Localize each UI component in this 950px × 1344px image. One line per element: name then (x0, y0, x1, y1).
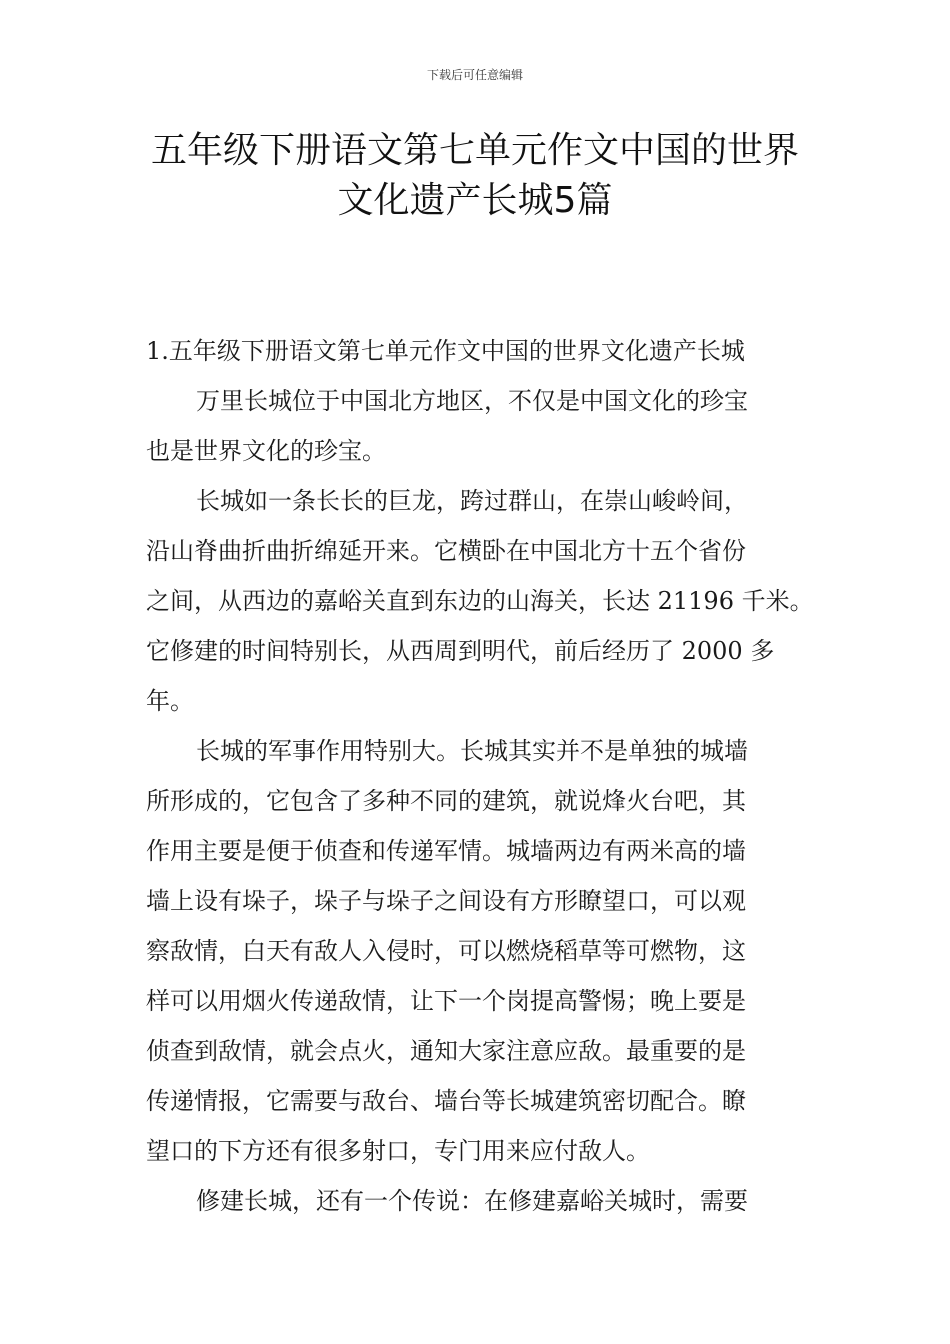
paragraph-line: 望口的下方还有很多射口，专门用来应付敌人。 (146, 1137, 650, 1165)
paragraph-line: 所形成的，它包含了多种不同的建筑，就说烽火台吧，其 (146, 787, 746, 815)
title-line-1: 五年级下册语文第七单元作文中国的世界 (150, 130, 799, 171)
paragraph-line: 也是世界文化的珍宝。 (146, 437, 386, 465)
section-heading: 1.五年级下册语文第七单元作文中国的世界文化遗产长城 (146, 337, 745, 365)
paragraph-3 (146, 726, 814, 1176)
paragraph-line: 年。 (146, 687, 194, 715)
paragraph-2 (146, 476, 814, 726)
paragraph-line: 沿山脊曲折曲折绵延开来。它横卧在中国北方十五个省份 (146, 537, 746, 565)
title-line-2: 文化遗产长城5篇 (337, 180, 613, 221)
paragraph-line: 修建长城，还有一个传说：在修建嘉峪关城时，需要 (196, 1187, 748, 1215)
document-body (146, 326, 814, 1226)
paragraph-1 (146, 376, 814, 476)
header-note: 下载后可任意编辑 (426, 68, 523, 82)
paragraph-line: 作用主要是便于侦查和传递军情。城墙两边有两米高的墙 (146, 837, 746, 865)
paragraph-line: 察敌情，白天有敌人入侵时，可以燃烧稻草等可燃物，这 (146, 937, 746, 965)
paragraph-line: 传递情报，它需要与敌台、墙台等长城建筑密切配合。瞭 (146, 1087, 746, 1115)
document-title (0, 126, 950, 226)
paragraph-line: 长城如一条长长的巨龙，跨过群山，在崇山峻岭间， (196, 487, 748, 515)
paragraph-line: 墙上设有垛子，垛子与垛子之间设有方形瞭望口，可以观 (146, 887, 746, 915)
paragraph-line: 侦查到敌情，就会点火，通知大家注意应敌。最重要的是 (146, 1037, 746, 1065)
paragraph-line: 样可以用烟火传递敌情，让下一个岗提高警惕；晚上要是 (146, 987, 746, 1015)
paragraph-line: 万里长城位于中国北方地区，不仅是中国文化的珍宝 (196, 387, 748, 415)
paragraph-line: 长城的军事作用特别大。长城其实并不是单独的城墙 (196, 737, 748, 765)
paragraph-4 (146, 1176, 814, 1226)
paragraph-line: 之间，从西边的嘉峪关直到东边的山海关，长达 21196 千米。 (146, 587, 814, 615)
paragraph-line: 它修建的时间特别长，从西周到明代，前后经历了 2000 多 (146, 637, 775, 665)
